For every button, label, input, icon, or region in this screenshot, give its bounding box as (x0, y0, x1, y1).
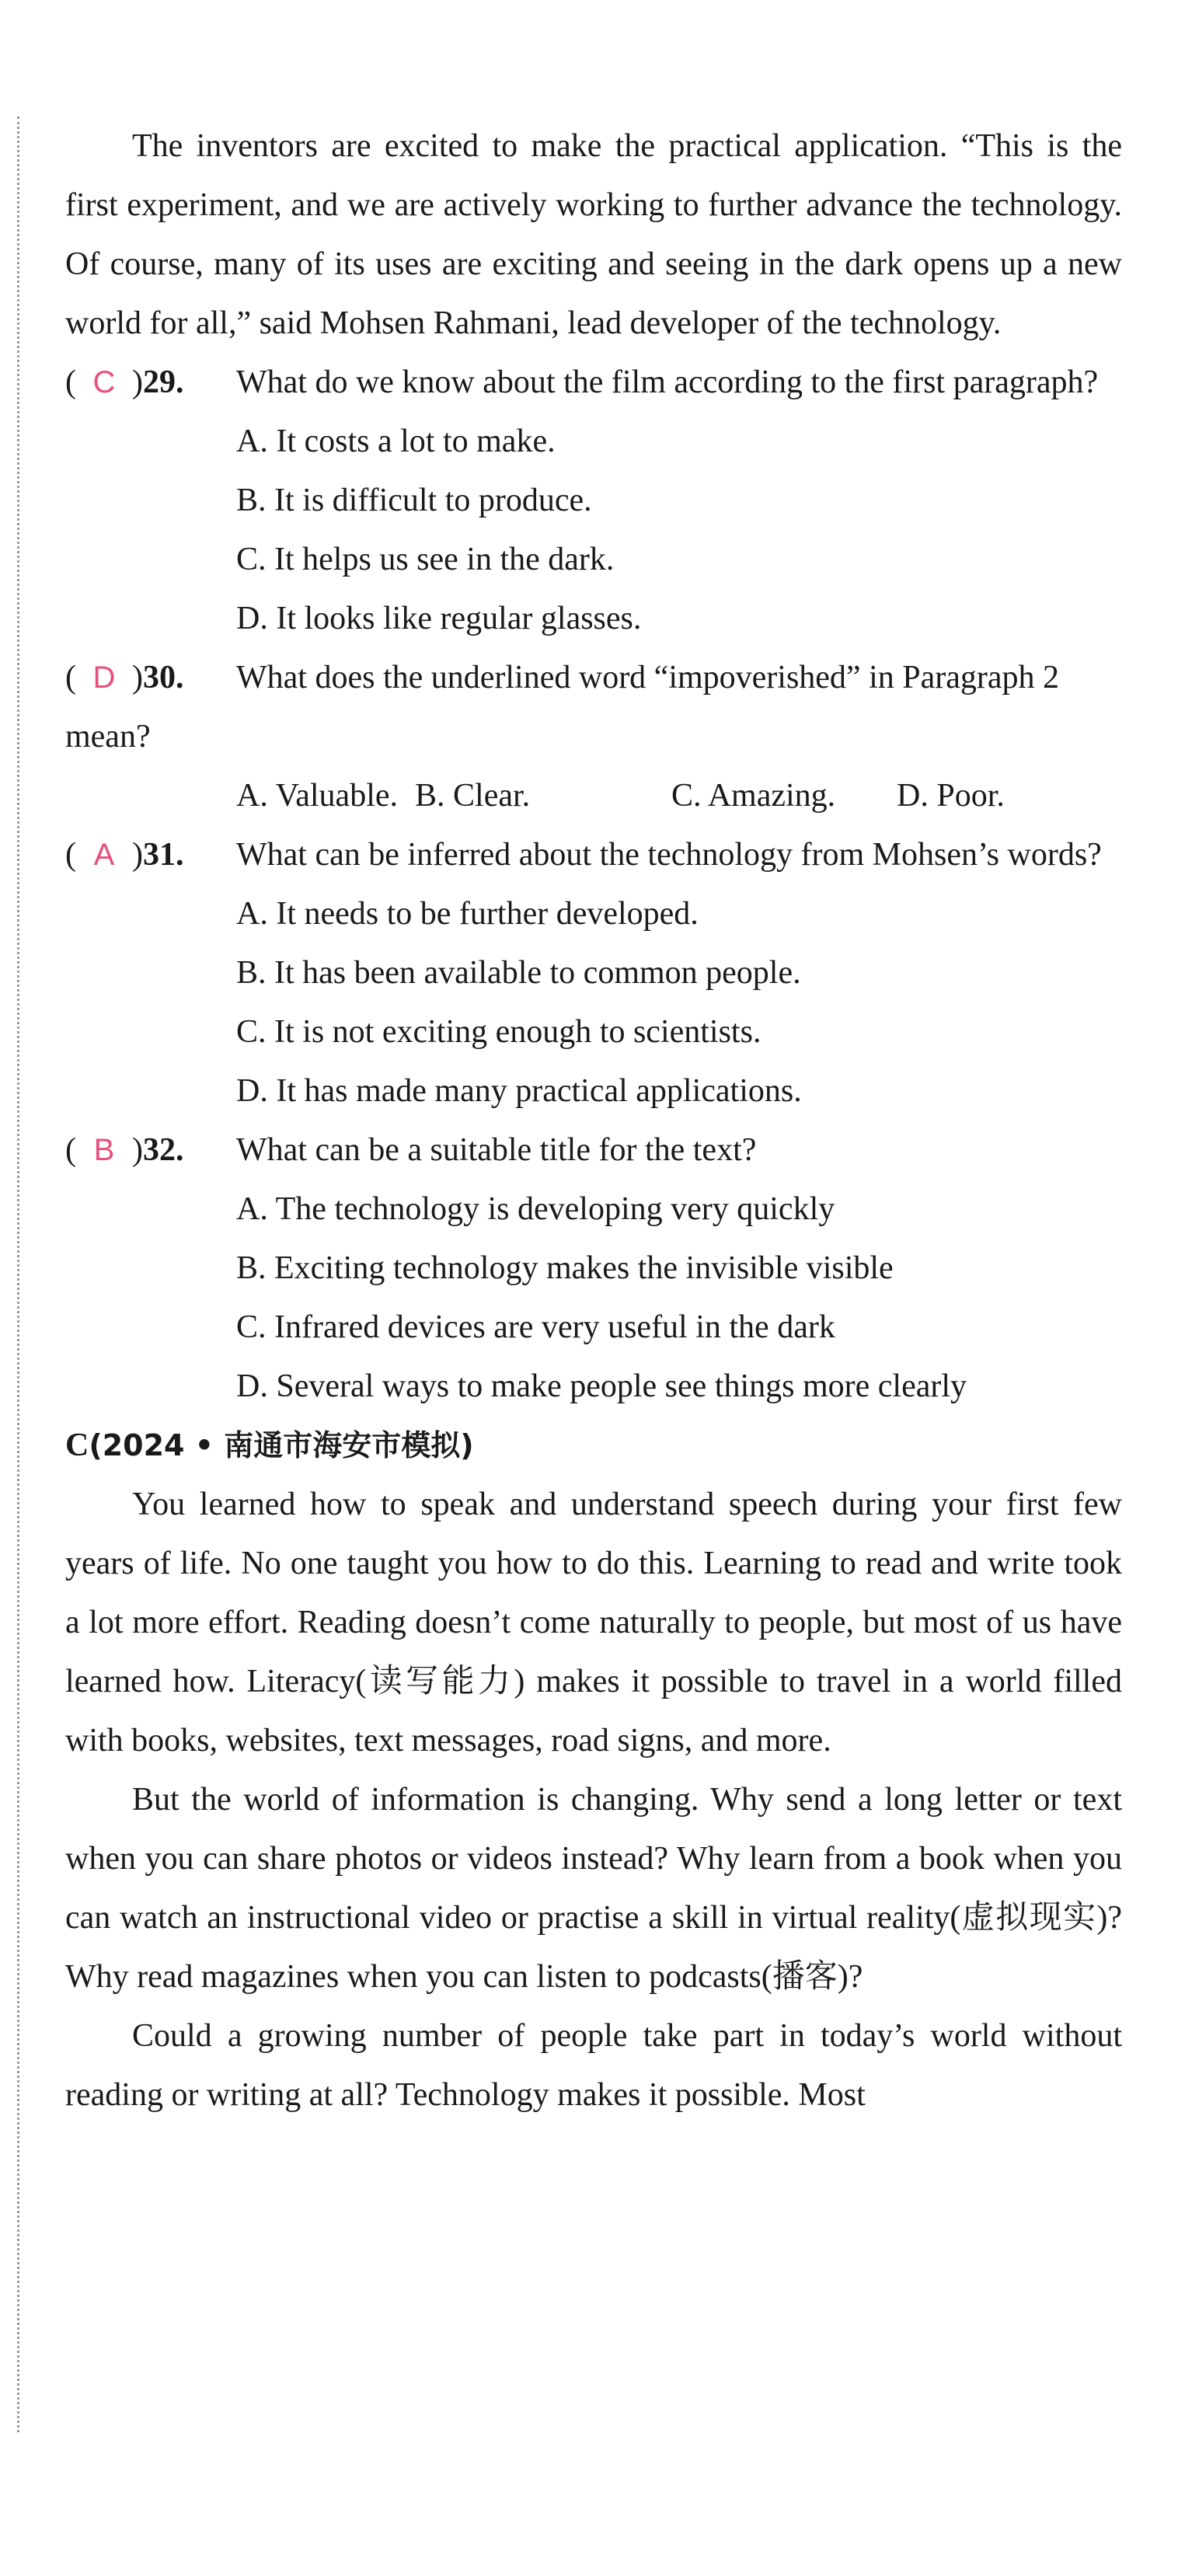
option-30-a: A. Valuable. (236, 778, 399, 814)
answer-30: D (92, 661, 116, 695)
question-29-head: ( C )29. (65, 353, 184, 412)
question-29-stem: What do we know about the film according to the first paragraph? (236, 364, 1099, 400)
question-30 (65, 648, 1122, 707)
option-30-c: C. Amazing. (671, 778, 836, 814)
option-31-a: A. It needs to be further developed. (236, 896, 699, 932)
passage-b-final-paragraph: The inventors are excited to make the practical application. “This is the first experiment, and we are actively working to further advance the technology. Of course, many of its uses are exciting and seeing in the dark opens up a new world for all,” said Mohsen Rahmani, lead developer of the technology. (65, 128, 1122, 341)
question-number-30: 30. (143, 660, 184, 695)
section-c-heading (65, 1416, 1122, 1475)
question-30-options (65, 766, 1122, 825)
question-31-stem: What can be inferred about the technology from Mohsen’s words? (236, 837, 1102, 873)
option-31-d: D. It has made many practical applications. (236, 1073, 802, 1109)
question-31-head: ( A )31. (65, 825, 184, 884)
question-29 (65, 353, 1122, 412)
question-30-stem-line1: What does the underlined word “impoverished” in Paragraph 2 (236, 660, 1060, 695)
answer-31: A (93, 838, 115, 872)
option-32-b: B. Exciting technology makes the invisible visible (236, 1250, 894, 1286)
option-29-a: A. It costs a lot to make. (236, 424, 556, 459)
option-32-a: A. The technology is developing very quickly (236, 1191, 835, 1227)
section-c-letter: C (65, 1427, 89, 1463)
binding-margin-rule (17, 117, 19, 2432)
question-31 (65, 825, 1122, 884)
question-number-32: 32. (143, 1132, 184, 1168)
option-32-c: C. Infrared devices are very useful in the dark (236, 1309, 835, 1345)
section-c-paragraph-3: Could a growing number of people take part in today’s world without reading or writing at all? Technology makes it possible. Most (65, 2018, 1122, 2113)
section-c-paragraph-1: You learned how to speak and understand speech during your first few years of life. No one taught you how to do this. Learning to read and write took a lot more effort. Reading doesn’t come naturally to people, but most of us have learned how. Literacy(读写能力) makes it possible to travel in a world filled with books, websites, text messages, road signs, and more. (65, 1487, 1122, 1759)
option-29-d: D. It looks like regular glasses. (236, 601, 642, 636)
question-32-stem: What can be a suitable title for the text? (236, 1132, 757, 1168)
question-number-31: 31. (143, 837, 184, 873)
question-32 (65, 1121, 1122, 1180)
answer-29: C (92, 365, 116, 399)
answer-32: B (93, 1133, 115, 1167)
option-31-c: C. It is not exciting enough to scientists. (236, 1014, 762, 1050)
question-30-head: ( D )30. (65, 648, 184, 707)
option-30-b: B. Clear. (415, 778, 531, 814)
section-c-source: (2024 • 南通市海安市模拟) (89, 1428, 474, 1462)
option-30-d: D. Poor. (897, 778, 1005, 814)
option-29-c: C. It helps us see in the dark. (236, 542, 615, 577)
question-32-head: ( B )32. (65, 1121, 184, 1180)
question-30-stem-line2: mean? (65, 719, 151, 755)
section-c-paragraph-2: But the world of information is changing. Why send a long letter or text when you can share photos or videos instead? Why learn from a book when you can watch an instructional video or practise a skill in virtual reality(虚拟现实)? Why read magazines when you can listen to podcasts(播客)? (65, 1782, 1122, 1995)
document-page (65, 117, 1122, 2125)
option-29-b: B. It is difficult to produce. (236, 483, 592, 518)
option-32-d: D. Several ways to make people see things more clearly (236, 1368, 967, 1404)
question-number-29: 29. (143, 364, 184, 400)
option-31-b: B. It has been available to common people. (236, 955, 801, 991)
